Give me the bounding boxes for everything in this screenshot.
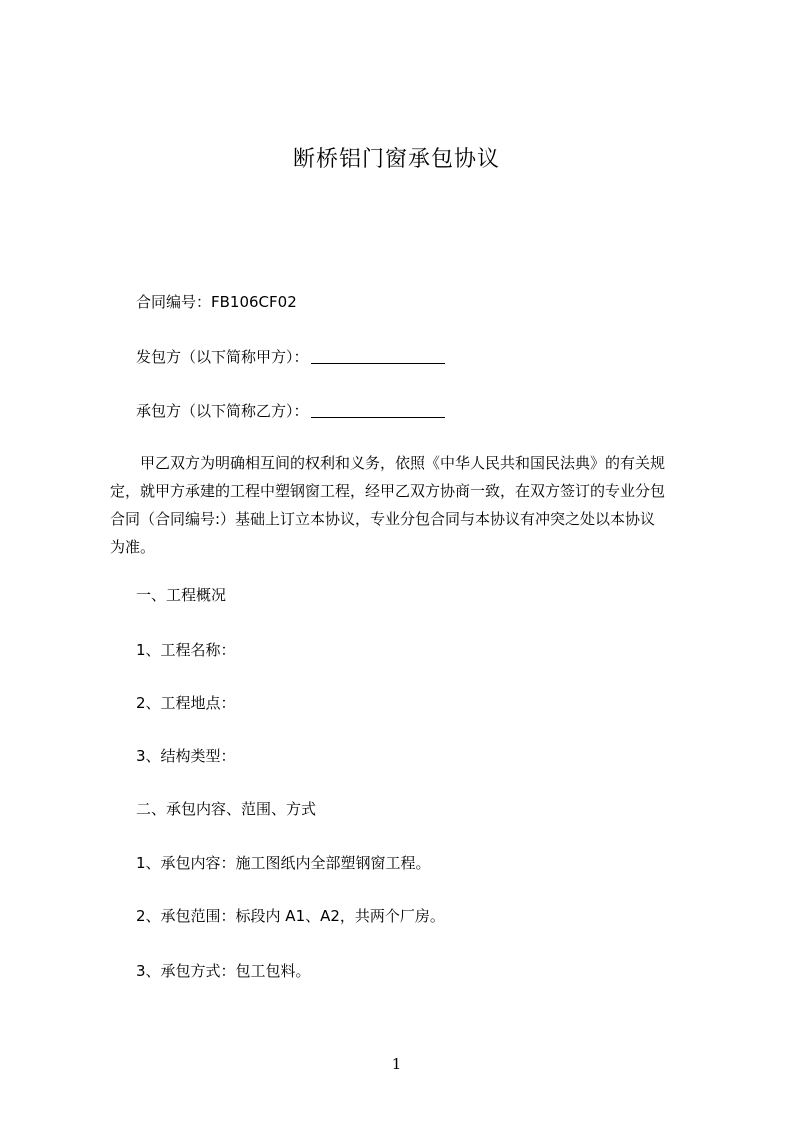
section-2-item: 2、承包范围：标段内 A1、A2，共两个厂房。 (136, 907, 445, 925)
section-2-item: 3、承包方式：包工包料。 (136, 962, 311, 980)
section-1-item: 1、工程名称： (136, 641, 236, 659)
party-b-blank (311, 403, 445, 418)
intro-paragraph (110, 449, 710, 561)
party-b-label: 承包方（以下简称乙方）： (136, 402, 309, 420)
section-1-heading: 一、工程概况 (136, 586, 227, 604)
party-b-line (136, 400, 445, 421)
intro-line: 为准。 (110, 538, 156, 556)
intro-line: 甲乙双方为明确相互间的权利和义务，依照《中华人民共和国民法典》的有关规 (140, 454, 666, 472)
contract-number: 合同编号：FB106CF02 (136, 293, 297, 311)
page-number: 1 (391, 1055, 402, 1073)
document-title: 断桥铝门窗承包协议 (292, 147, 500, 172)
party-a-line (136, 346, 445, 367)
section-1-item: 2、工程地点： (136, 694, 236, 712)
section-1-item: 3、结构类型： (136, 747, 236, 765)
intro-line: 定，就甲方承建的工程中塑钢窗工程，经甲乙双方协商一致，在双方签订的专业分包 (110, 482, 666, 500)
party-a-blank (311, 349, 445, 364)
party-a-label: 发包方（以下简称甲方）： (136, 348, 309, 366)
intro-line: 合同（合同编号:）基础上订立本协议，专业分包合同与本协议有冲突之处以本协议 (110, 510, 656, 528)
section-2-heading: 二、承包内容、范围、方式 (136, 800, 317, 818)
section-2-item: 1、承包内容：施工图纸内全部塑钢窗工程。 (136, 854, 431, 872)
